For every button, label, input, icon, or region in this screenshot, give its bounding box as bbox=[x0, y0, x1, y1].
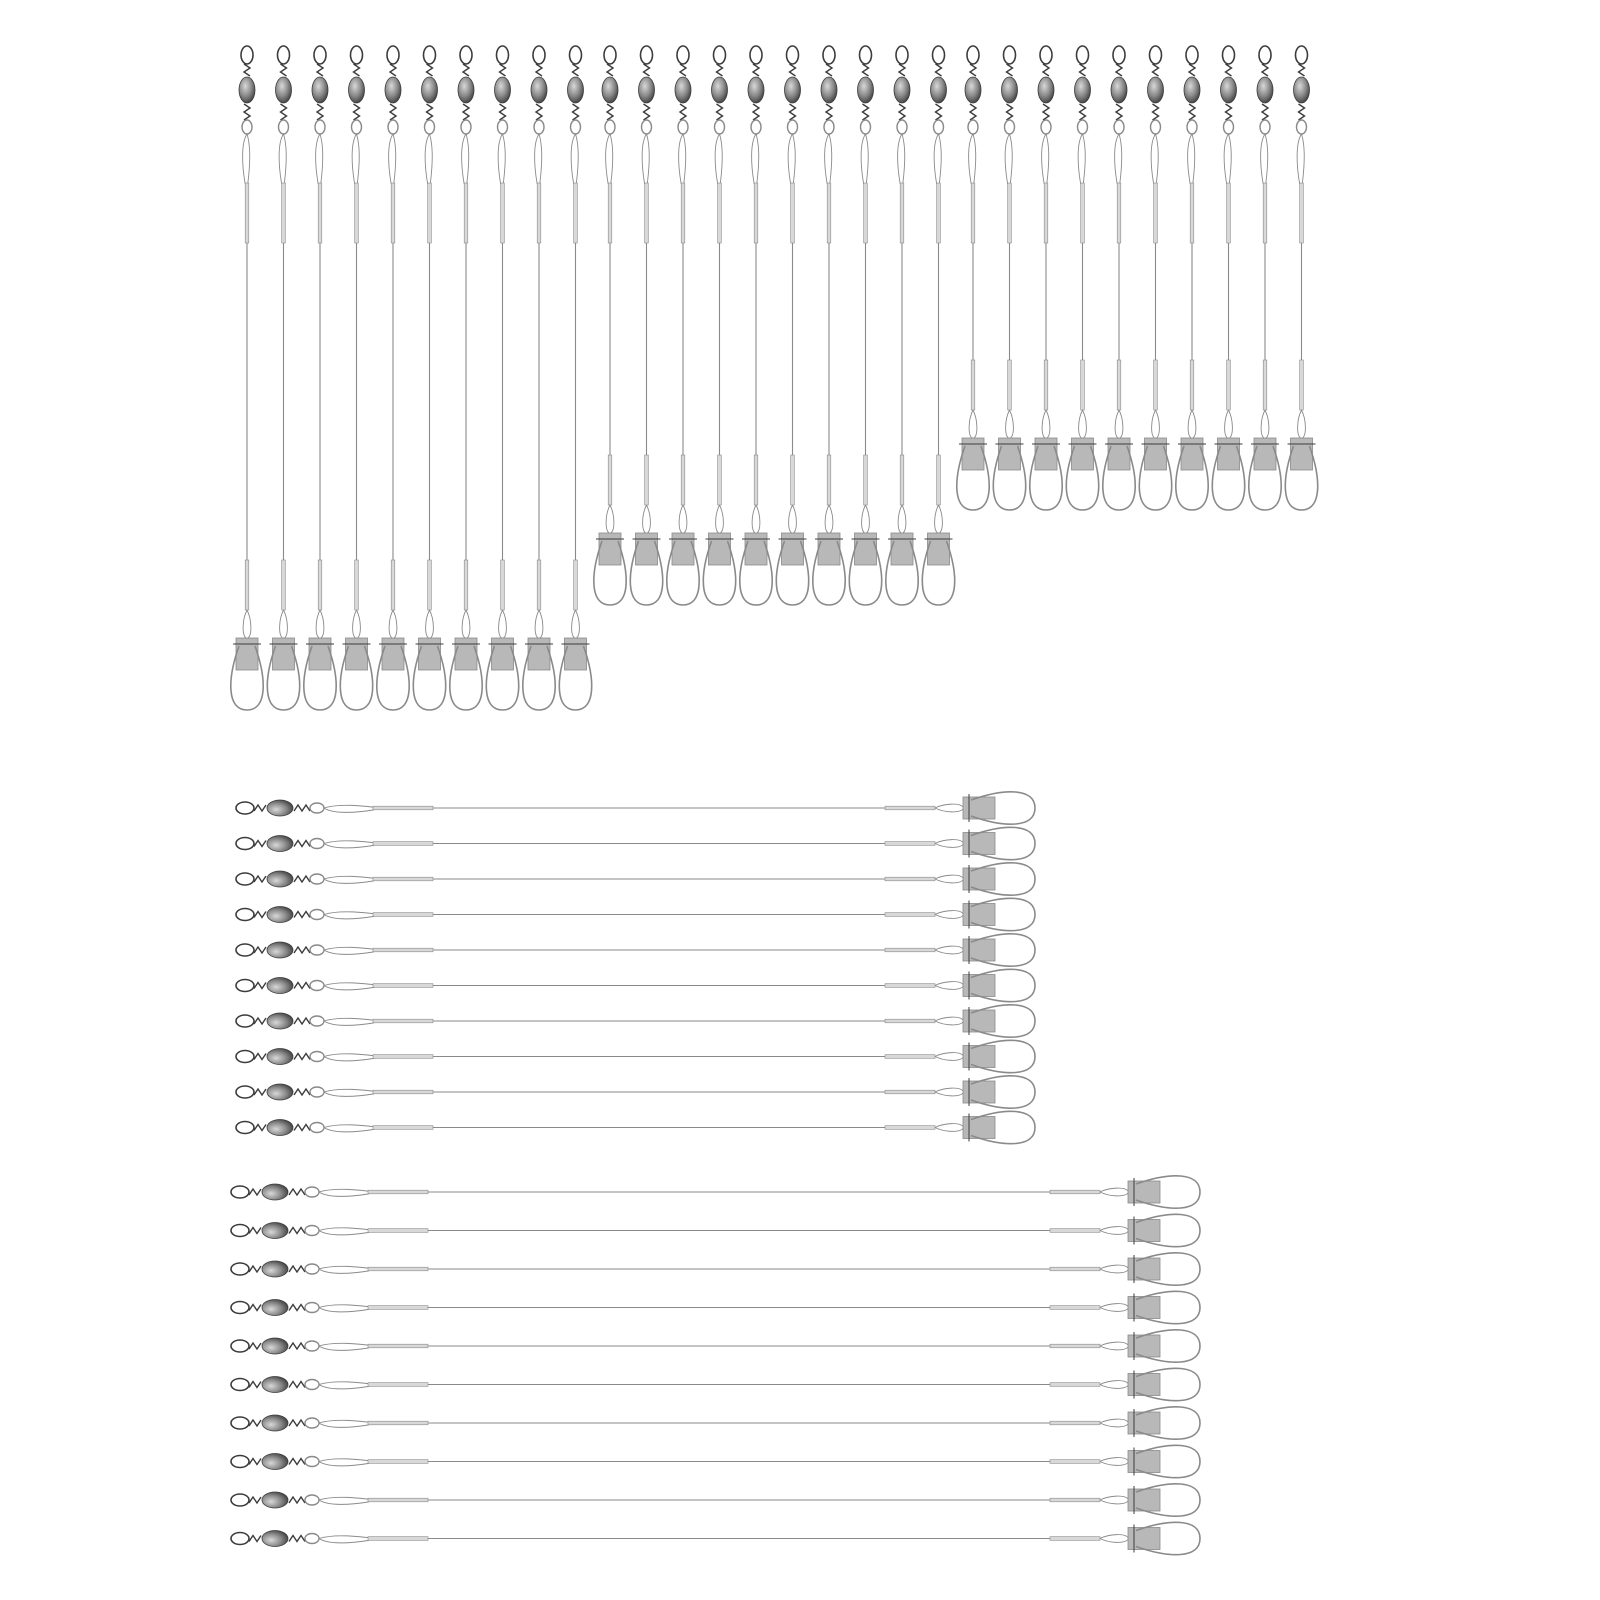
snap-latch bbox=[891, 533, 913, 565]
crimp-sleeve bbox=[681, 455, 685, 505]
snap-latch bbox=[1181, 438, 1203, 470]
crimp-sleeve bbox=[368, 1190, 428, 1194]
crimp-sleeve bbox=[373, 1055, 433, 1059]
crimp-sleeve bbox=[501, 560, 505, 610]
crimp-sleeve bbox=[1190, 183, 1194, 243]
swivel-barrel bbox=[858, 77, 874, 103]
crimp-sleeve bbox=[864, 455, 868, 505]
crimp-sleeve bbox=[355, 183, 359, 243]
crimp-sleeve bbox=[885, 877, 935, 881]
snap-latch bbox=[528, 638, 550, 670]
crimp-sleeve bbox=[368, 1460, 428, 1464]
swivel-barrel bbox=[712, 77, 728, 103]
crimp-sleeve bbox=[368, 1344, 428, 1348]
crimp-sleeve bbox=[391, 183, 395, 243]
crimp-sleeve bbox=[885, 1019, 935, 1023]
swivel-barrel bbox=[267, 1049, 293, 1065]
swivel-barrel bbox=[1148, 77, 1164, 103]
crimp-sleeve bbox=[373, 806, 433, 810]
crimp-sleeve bbox=[574, 183, 578, 243]
snap-latch bbox=[419, 638, 441, 670]
snap-latch bbox=[963, 1081, 995, 1103]
snap-latch bbox=[928, 533, 950, 565]
crimp-sleeve bbox=[368, 1306, 428, 1310]
snap-latch bbox=[1128, 1374, 1160, 1396]
snap-latch bbox=[1108, 438, 1130, 470]
snap-latch bbox=[999, 438, 1021, 470]
crimp-sleeve bbox=[1050, 1383, 1100, 1387]
crimp-sleeve bbox=[971, 360, 975, 410]
snap-latch bbox=[236, 638, 258, 670]
crimp-sleeve bbox=[937, 455, 941, 505]
crimp-sleeve bbox=[1050, 1498, 1100, 1502]
crimp-sleeve bbox=[1008, 183, 1012, 243]
crimp-sleeve bbox=[718, 183, 722, 243]
swivel-barrel bbox=[262, 1338, 288, 1354]
crimp-sleeve bbox=[608, 455, 612, 505]
crimp-sleeve bbox=[282, 183, 286, 243]
crimp-sleeve bbox=[1050, 1460, 1100, 1464]
swivel-barrel bbox=[639, 77, 655, 103]
snap-latch bbox=[1072, 438, 1094, 470]
snap-latch bbox=[1035, 438, 1057, 470]
crimp-sleeve bbox=[318, 560, 322, 610]
crimp-sleeve bbox=[1263, 360, 1267, 410]
swivel-barrel bbox=[1111, 77, 1127, 103]
crimp-sleeve bbox=[368, 1421, 428, 1425]
crimp-sleeve bbox=[645, 455, 649, 505]
crimp-sleeve bbox=[373, 948, 433, 952]
swivel-barrel bbox=[262, 1223, 288, 1239]
snap-latch bbox=[309, 638, 331, 670]
crimp-sleeve bbox=[885, 984, 935, 988]
swivel-barrel bbox=[1221, 77, 1237, 103]
snap-latch bbox=[963, 797, 995, 819]
swivel-barrel bbox=[262, 1184, 288, 1200]
swivel-barrel bbox=[931, 77, 947, 103]
crimp-sleeve bbox=[885, 1090, 935, 1094]
crimp-sleeve bbox=[885, 806, 935, 810]
snap-latch bbox=[709, 533, 731, 565]
swivel-barrel bbox=[1294, 77, 1310, 103]
snap-latch bbox=[963, 1046, 995, 1068]
snap-latch bbox=[963, 939, 995, 961]
snap-latch bbox=[672, 533, 694, 565]
swivel-barrel bbox=[262, 1454, 288, 1470]
snap-latch bbox=[1218, 438, 1240, 470]
crimp-sleeve bbox=[937, 183, 941, 243]
crimp-sleeve bbox=[827, 455, 831, 505]
snap-latch bbox=[346, 638, 368, 670]
swivel-barrel bbox=[276, 77, 292, 103]
crimp-sleeve bbox=[1044, 360, 1048, 410]
crimp-sleeve bbox=[537, 560, 541, 610]
crimp-sleeve bbox=[885, 1126, 935, 1130]
crimp-sleeve bbox=[1154, 183, 1158, 243]
crimp-sleeve bbox=[1117, 183, 1121, 243]
crimp-sleeve bbox=[245, 183, 249, 243]
swivel-barrel bbox=[267, 1120, 293, 1136]
swivel-barrel bbox=[422, 77, 438, 103]
swivel-barrel bbox=[1075, 77, 1091, 103]
crimp-sleeve bbox=[1050, 1421, 1100, 1425]
swivel-barrel bbox=[267, 1013, 293, 1029]
crimp-sleeve bbox=[501, 183, 505, 243]
snap-latch bbox=[818, 533, 840, 565]
crimp-sleeve bbox=[1117, 360, 1121, 410]
swivel-barrel bbox=[267, 1084, 293, 1100]
crimp-sleeve bbox=[1081, 183, 1085, 243]
crimp-sleeve bbox=[428, 560, 432, 610]
crimp-sleeve bbox=[464, 183, 468, 243]
snap-latch bbox=[492, 638, 514, 670]
swivel-barrel bbox=[267, 836, 293, 852]
swivel-barrel bbox=[821, 77, 837, 103]
crimp-sleeve bbox=[368, 1383, 428, 1387]
snap-latch bbox=[1128, 1412, 1160, 1434]
crimp-sleeve bbox=[791, 183, 795, 243]
swivel-barrel bbox=[965, 77, 981, 103]
snap-latch bbox=[963, 1010, 995, 1032]
crimp-sleeve bbox=[1044, 183, 1048, 243]
snap-latch bbox=[599, 533, 621, 565]
crimp-sleeve bbox=[318, 183, 322, 243]
swivel-barrel bbox=[1002, 77, 1018, 103]
swivel-barrel bbox=[748, 77, 764, 103]
snap-latch bbox=[962, 438, 984, 470]
crimp-sleeve bbox=[464, 560, 468, 610]
snap-latch bbox=[1128, 1335, 1160, 1357]
crimp-sleeve bbox=[1050, 1229, 1100, 1233]
crimp-sleeve bbox=[885, 948, 935, 952]
swivel-barrel bbox=[262, 1492, 288, 1508]
snap-latch bbox=[855, 533, 877, 565]
snap-latch bbox=[565, 638, 587, 670]
swivel-barrel bbox=[785, 77, 801, 103]
swivel-barrel bbox=[312, 77, 328, 103]
crimp-sleeve bbox=[1190, 360, 1194, 410]
snap-latch bbox=[1128, 1528, 1160, 1550]
crimp-sleeve bbox=[827, 183, 831, 243]
snap-latch bbox=[1254, 438, 1276, 470]
swivel-barrel bbox=[262, 1300, 288, 1316]
snap-latch bbox=[963, 1117, 995, 1139]
snap-latch bbox=[1128, 1451, 1160, 1473]
crimp-sleeve bbox=[373, 877, 433, 881]
crimp-sleeve bbox=[608, 183, 612, 243]
crimp-sleeve bbox=[1227, 183, 1231, 243]
crimp-sleeve bbox=[537, 183, 541, 243]
swivel-barrel bbox=[262, 1261, 288, 1277]
crimp-sleeve bbox=[373, 1019, 433, 1023]
crimp-sleeve bbox=[373, 984, 433, 988]
swivel-barrel bbox=[239, 77, 255, 103]
crimp-sleeve bbox=[1263, 183, 1267, 243]
crimp-sleeve bbox=[574, 560, 578, 610]
swivel-barrel bbox=[262, 1377, 288, 1393]
crimp-sleeve bbox=[368, 1498, 428, 1502]
crimp-sleeve bbox=[245, 560, 249, 610]
snap-latch bbox=[745, 533, 767, 565]
snap-latch bbox=[273, 638, 295, 670]
swivel-barrel bbox=[1038, 77, 1054, 103]
crimp-sleeve bbox=[1227, 360, 1231, 410]
snap-latch bbox=[782, 533, 804, 565]
snap-latch bbox=[963, 868, 995, 890]
crimp-sleeve bbox=[391, 560, 395, 610]
crimp-sleeve bbox=[885, 1055, 935, 1059]
crimp-sleeve bbox=[1008, 360, 1012, 410]
swivel-barrel bbox=[458, 77, 474, 103]
crimp-sleeve bbox=[1300, 183, 1304, 243]
crimp-sleeve bbox=[373, 1090, 433, 1094]
crimp-sleeve bbox=[718, 455, 722, 505]
crimp-sleeve bbox=[373, 913, 433, 917]
snap-latch bbox=[1145, 438, 1167, 470]
snap-latch bbox=[963, 833, 995, 855]
swivel-barrel bbox=[1184, 77, 1200, 103]
swivel-barrel bbox=[267, 800, 293, 816]
swivel-barrel bbox=[262, 1531, 288, 1547]
swivel-barrel bbox=[267, 942, 293, 958]
snap-latch bbox=[455, 638, 477, 670]
swivel-barrel bbox=[385, 77, 401, 103]
crimp-sleeve bbox=[681, 183, 685, 243]
crimp-sleeve bbox=[1050, 1306, 1100, 1310]
crimp-sleeve bbox=[900, 183, 904, 243]
crimp-sleeve bbox=[971, 183, 975, 243]
crimp-sleeve bbox=[368, 1229, 428, 1233]
crimp-sleeve bbox=[885, 913, 935, 917]
crimp-sleeve bbox=[373, 842, 433, 846]
snap-latch bbox=[963, 975, 995, 997]
crimp-sleeve bbox=[1300, 360, 1304, 410]
swivel-barrel bbox=[1257, 77, 1273, 103]
crimp-sleeve bbox=[373, 1126, 433, 1130]
snap-latch bbox=[1128, 1181, 1160, 1203]
crimp-sleeve bbox=[368, 1267, 428, 1271]
swivel-barrel bbox=[602, 77, 618, 103]
crimp-sleeve bbox=[1081, 360, 1085, 410]
crimp-sleeve bbox=[1050, 1267, 1100, 1271]
swivel-barrel bbox=[262, 1415, 288, 1431]
swivel-barrel bbox=[267, 907, 293, 923]
crimp-sleeve bbox=[368, 1537, 428, 1541]
snap-latch bbox=[1128, 1220, 1160, 1242]
crimp-sleeve bbox=[1050, 1344, 1100, 1348]
crimp-sleeve bbox=[428, 183, 432, 243]
crimp-sleeve bbox=[885, 842, 935, 846]
crimp-sleeve bbox=[645, 183, 649, 243]
swivel-barrel bbox=[675, 77, 691, 103]
snap-latch bbox=[382, 638, 404, 670]
snap-latch bbox=[1128, 1297, 1160, 1319]
crimp-sleeve bbox=[1050, 1537, 1100, 1541]
snap-latch bbox=[636, 533, 658, 565]
snap-latch bbox=[1128, 1489, 1160, 1511]
crimp-sleeve bbox=[1050, 1190, 1100, 1194]
snap-latch bbox=[1291, 438, 1313, 470]
crimp-sleeve bbox=[282, 560, 286, 610]
swivel-barrel bbox=[349, 77, 365, 103]
crimp-sleeve bbox=[754, 455, 758, 505]
swivel-barrel bbox=[568, 77, 584, 103]
swivel-barrel bbox=[495, 77, 511, 103]
snap-latch bbox=[1128, 1258, 1160, 1280]
crimp-sleeve bbox=[791, 455, 795, 505]
swivel-barrel bbox=[267, 871, 293, 887]
crimp-sleeve bbox=[754, 183, 758, 243]
snap-latch bbox=[963, 904, 995, 926]
crimp-sleeve bbox=[900, 455, 904, 505]
swivel-barrel bbox=[894, 77, 910, 103]
crimp-sleeve bbox=[355, 560, 359, 610]
swivel-barrel bbox=[267, 978, 293, 994]
swivel-barrel bbox=[531, 77, 547, 103]
crimp-sleeve bbox=[1154, 360, 1158, 410]
crimp-sleeve bbox=[864, 183, 868, 243]
